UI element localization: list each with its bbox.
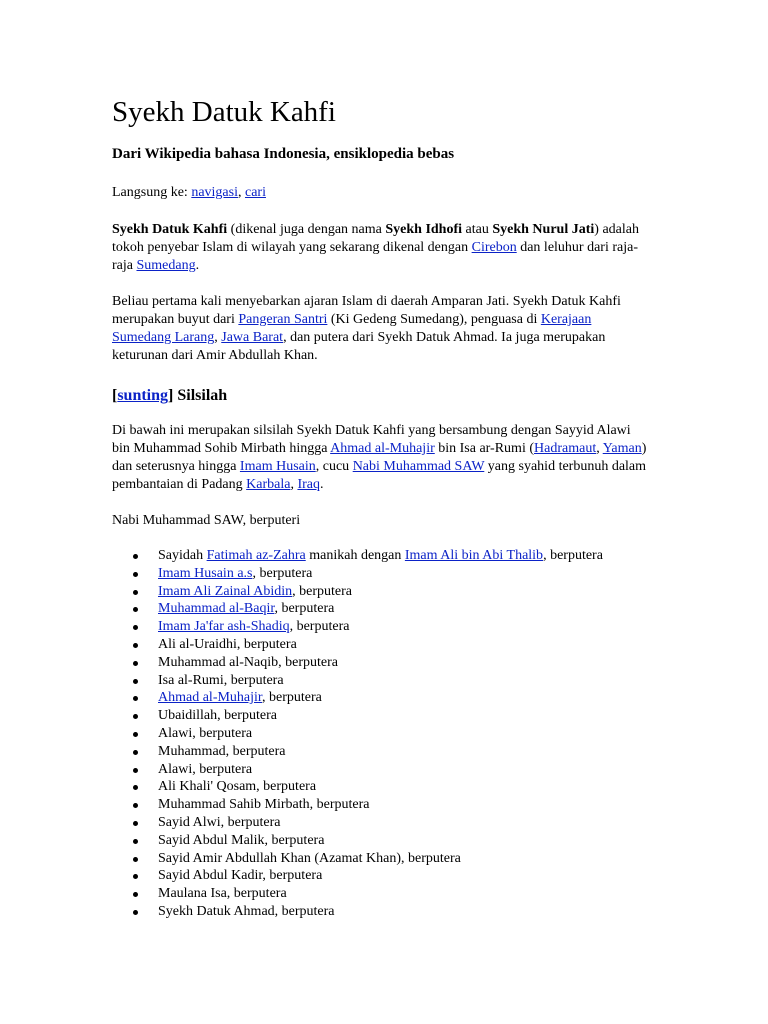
history-text-2: (Ki Gedeng Sumedang), penguasa di [327,312,541,327]
nav-link[interactable]: navigasi [191,185,238,200]
link-kerajaan-sumedang[interactable]: Kerajaan Sumedang Larang [112,312,592,345]
list-item: Muhammad al-Naqib, berputera [158,654,652,672]
list-item: Ali al-Uraidhi, berputera [158,636,652,654]
list-item-text: , berputera [292,583,353,599]
link-zainal-abidin[interactable]: Imam Ali Zainal Abidin [158,583,293,599]
edit-bracket-close: ] [168,387,178,404]
section-title: Silsilah [177,387,228,404]
history-paragraph [112,293,652,365]
link-karbala[interactable]: Karbala [246,477,291,492]
list-item-text: , berputera [262,690,322,706]
link-hadramaut[interactable]: Hadramaut [534,441,597,456]
link-imam-ali[interactable]: Imam Ali bin Abi Thalib [404,548,544,563]
edit-bracket-open: [ [112,387,118,404]
lineage-text-6: yang syahid terbunuh dalam pembantaian di Padang [112,459,647,492]
lineage-paragraph [112,422,652,494]
intro-paragraph [112,221,652,275]
link-sumedang[interactable]: Sumedang [136,258,196,273]
list-item: Sayid Abdul Malik, berputera [158,832,652,850]
list-item: Alawi, berputera [158,725,652,743]
search-link[interactable]: cari [244,185,266,200]
list-item [158,689,652,707]
link-cirebon[interactable]: Cirebon [471,240,517,255]
intro-text-4: dan leluhur dari raja-raja [112,240,638,273]
intro-text-5: . [195,258,200,273]
list-item: Isa al-Rumi, berputera [158,672,652,690]
list-item: Syekh Datuk Ahmad, berputera [158,903,652,921]
link-yaman[interactable]: Yaman [602,441,642,456]
list-item: Alawi, berputera [158,761,652,779]
lineage-text-7: , [290,477,298,492]
list-item-text: , berputera [289,619,350,635]
history-text-4: , dan putera dari Syekh Datuk Ahmad. Ia juga merupakan keturunan dari Amir Abdullah Khan. [112,330,606,363]
link-jafar-shadiq[interactable]: Imam Ja'far ash-Shadiq [158,619,290,635]
list-item: Muhammad, berputera [158,743,652,761]
list-item: Sayid Alwi, berputera [158,814,652,832]
list-item [158,600,652,618]
list-item [158,547,652,565]
list-item: Ali Khali' Qosam, berputera [158,778,652,796]
intro-text-3: ) adalah tokoh penyebar Islam di wilayah yang sekarang dikenal dengan [112,222,639,255]
lineage-text-5: , cucu [315,459,353,474]
edit-section-link[interactable]: sunting [117,387,169,404]
list-item [158,565,652,583]
list-item: Muhammad Sahib Mirbath, berputera [158,796,652,814]
history-text-1: Beliau pertama kali menyebarkan ajaran Islam di daerah Amparan Jati. Syekh Datuk Kahfi merupakan buyut dari [112,294,621,327]
list-item: Ubaidillah, berputera [158,707,652,725]
link-nabi-muhammad[interactable]: Nabi Muhammad SAW [352,459,485,474]
list-item: Maulana Isa, berputera [158,885,652,903]
list-item-text: , berputera [274,601,335,617]
history-text-3: , [214,330,222,345]
intro-alias-2: Syekh Nurul Jati [492,222,595,237]
intro-alias-1: Syekh Idhofi [385,222,463,237]
ancestor-intro: Nabi Muhammad SAW, berputeri [112,513,301,528]
list-item [158,618,652,636]
link-imam-husain-as[interactable]: Imam Husain a.s [158,565,253,581]
lineage-text-3: , [596,441,603,456]
jump-sep: , [237,185,245,200]
list-item: Sayid Amir Abdullah Khan (Azamat Khan), berputera [158,850,652,868]
link-fatimah[interactable]: Fatimah az-Zahra [206,548,306,563]
section-heading [112,386,652,406]
link-pangeran-santri[interactable]: Pangeran Santri [238,312,328,327]
jump-links [112,184,652,202]
page-title: Syekh Datuk Kahfi [112,96,336,128]
intro-text-1: (dikenal juga dengan nama [227,222,386,237]
genealogy-list [112,547,652,921]
list-item-text: Sayidah [158,548,207,563]
lineage-text-1: Di bawah ini merupakan silsilah Syekh Datuk Kahfi yang bersambung dengan Sayyid Alawi bin Muhammad Sohib Mirbath hingga [112,423,631,456]
page-subtitle: Dari Wikipedia bahasa Indonesia, ensiklopedia bebas [112,146,455,162]
link-ahmad-muhajir-list[interactable]: Ahmad al-Muhajir [158,690,263,706]
list-item-text: , berputera [543,548,603,563]
lineage-text-4: ) dan seterusnya hingga [112,441,647,474]
link-ahmad-muhajir[interactable]: Ahmad al-Muhajir [330,441,435,456]
intro-text-2: atau [462,222,493,237]
link-muhammad-baqir[interactable]: Muhammad al-Baqir [158,601,275,617]
list-item: Sayid Abdul Kadir, berputera [158,867,652,885]
lineage-text-8: . [320,477,324,492]
intro-name: Syekh Datuk Kahfi [112,222,228,237]
list-item-text: , berputera [252,565,313,581]
jump-prefix: Langsung ke: [112,185,192,200]
lineage-text-2: bin Isa ar-Rumi ( [434,441,535,456]
list-item-text: manikah dengan [305,548,405,563]
link-iraq[interactable]: Iraq [297,477,320,492]
link-imam-husain[interactable]: Imam Husain [239,459,316,474]
article [112,92,652,921]
list-item [158,583,652,601]
link-jawa-barat[interactable]: Jawa Barat [221,330,284,345]
